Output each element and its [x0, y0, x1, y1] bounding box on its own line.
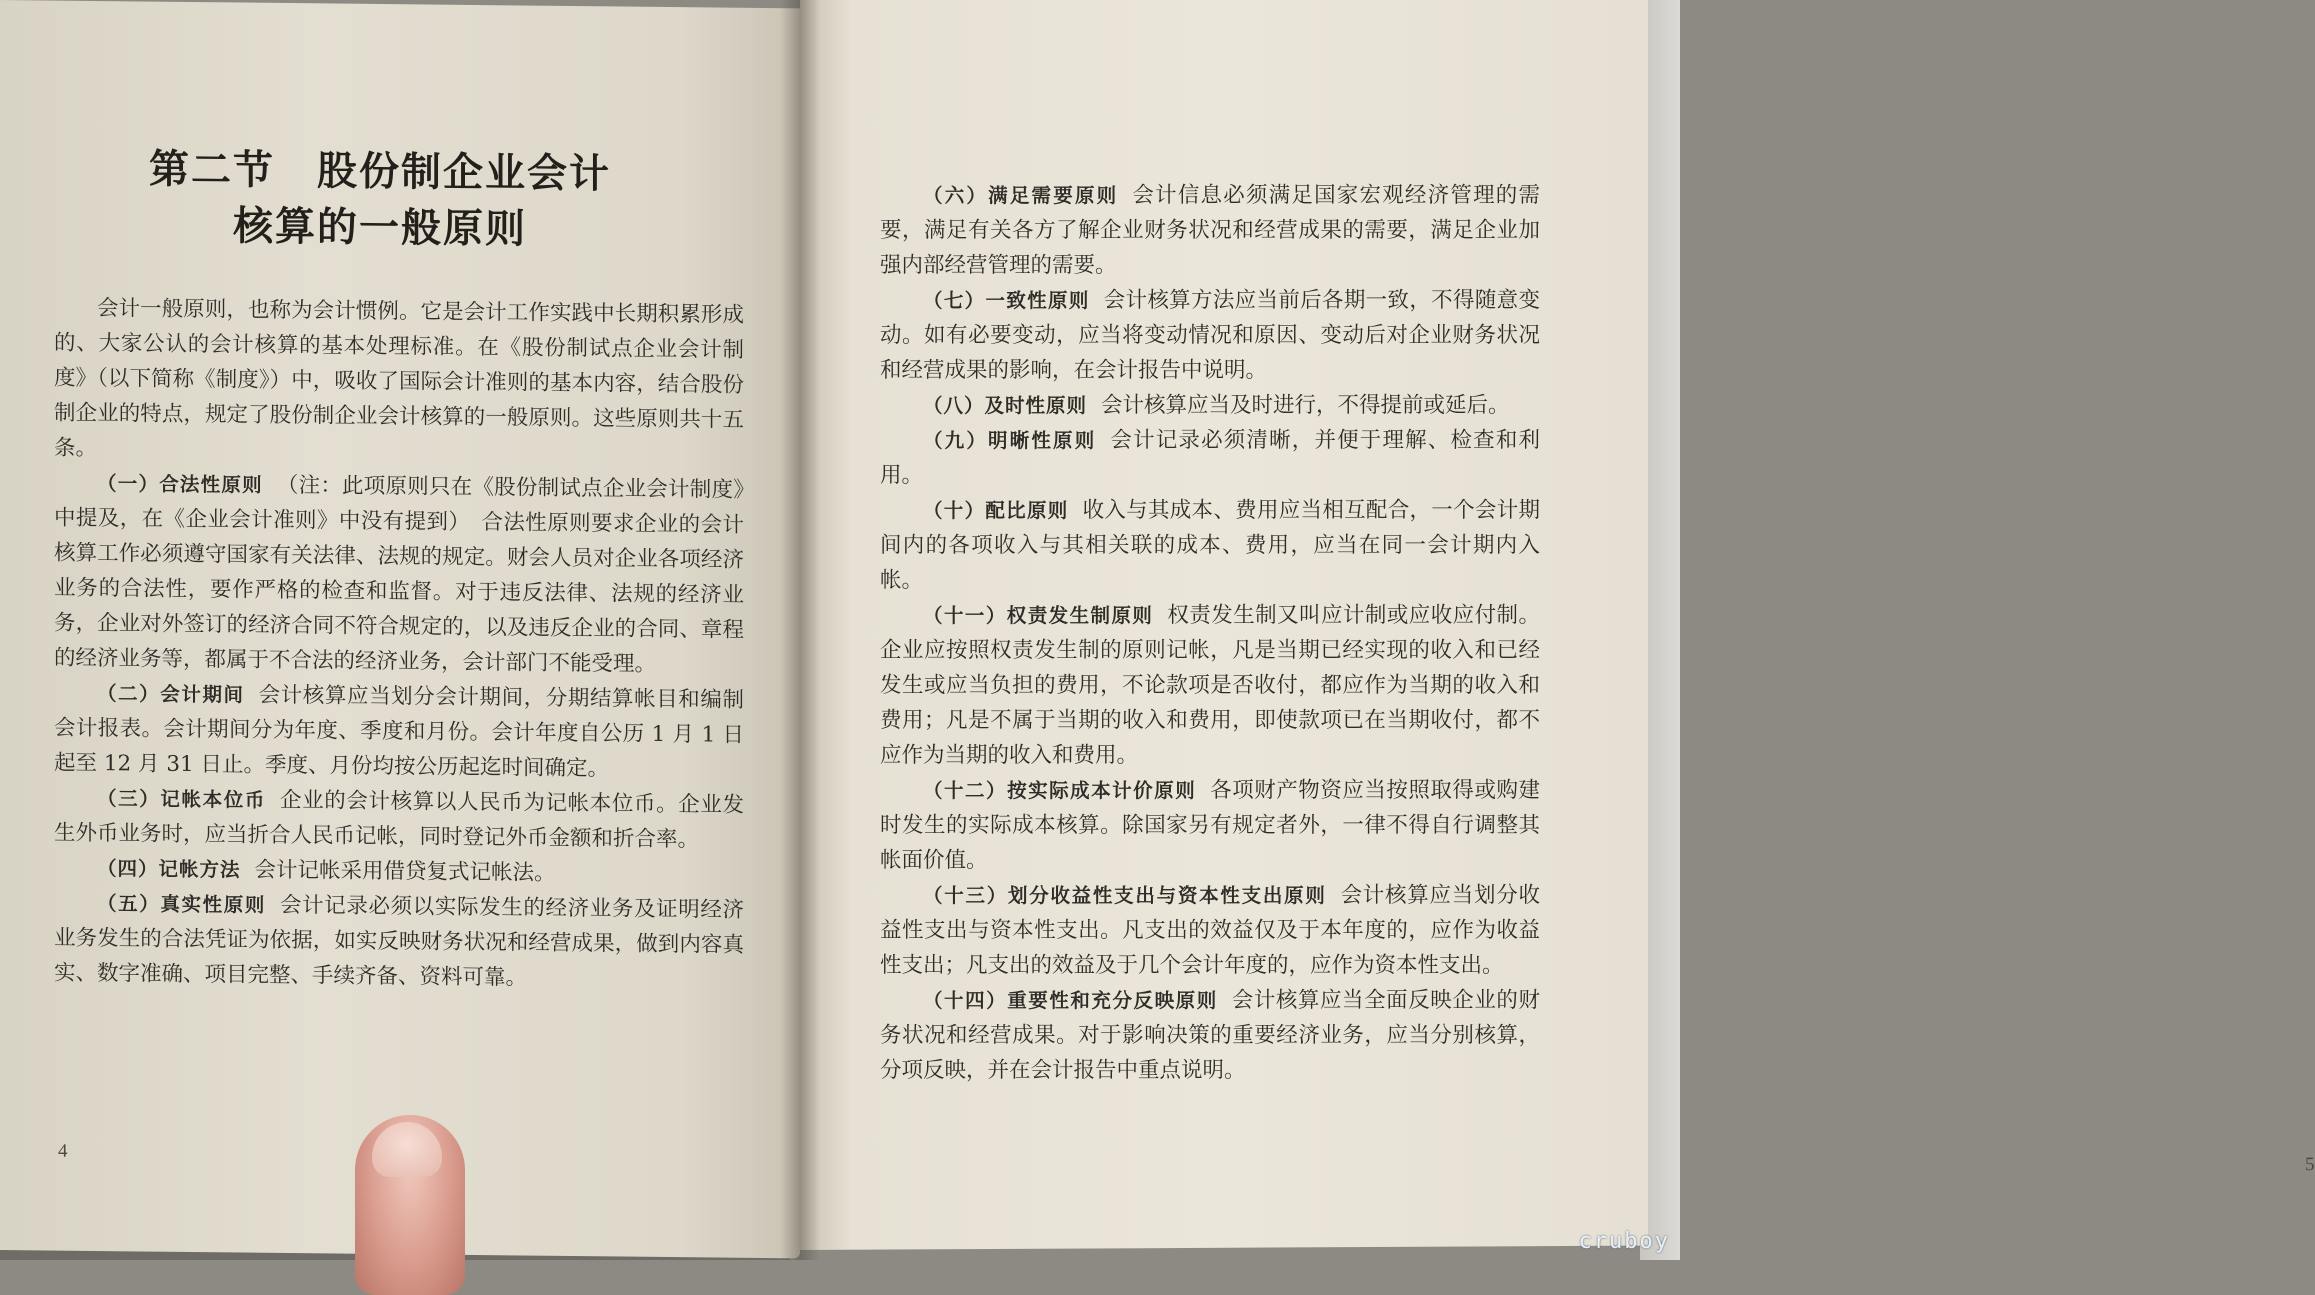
- item-text: 企业的会计核算以人民币为记帐本位币。企业发生外币业务时，应当折合人民币记帐，同时登记外币金额和折合率。: [54, 787, 744, 853]
- paragraph-item-1: [54, 466, 744, 683]
- paragraph-item-9: [880, 423, 1540, 493]
- paragraph-item-6: [880, 178, 1540, 283]
- paragraph-item-5: [54, 886, 744, 998]
- book-gutter-shadow: [780, 0, 820, 1260]
- item-heading: （三）记帐本位币: [97, 787, 266, 812]
- item-text: 会计核算应当全面反映企业的财务状况和经营成果。对于影响决策的重要经济业务，应当分别核算，分项反映，并在会计报告中重点说明。: [880, 988, 1540, 1083]
- item-text: 各项财产物资应当按照取得或购建时发生的实际成本核算。除国家另有规定者外，一律不得自行调整其帐面价值。: [880, 778, 1540, 873]
- item-text: 收入与其成本、费用应当相互配合，一个会计期间内的各项收入与其相关联的成本、费用，应当在同一会计期内入帐。: [880, 498, 1540, 593]
- item-text: 会计记录必须清晰，并便于理解、检查和利用。: [880, 428, 1540, 488]
- item-text: 会计核算应当划分收益性支出与资本性支出。凡支出的效益仅及于本年度的，应作为收益性支出；凡支出的效益及于几个会计年度的，应作为资本性支出。: [880, 883, 1540, 978]
- item-text: 会计核算应当划分会计期间，分期结算帐目和编制会计报表。会计期间分为年度、季度和月份。会计年度自公历 1 月 1 日起至 12 月 31 日止。季度、月份均按公历起迄时间确定。: [54, 682, 744, 782]
- item-heading: （六）满足需要原则: [923, 184, 1119, 207]
- paragraph-item-13: [880, 878, 1540, 983]
- item-heading: （十一）权责发生制原则: [923, 604, 1154, 627]
- item-heading: （十三）划分收益性支出与资本性支出原则: [923, 884, 1327, 907]
- paragraph-item-3: [54, 781, 744, 858]
- section-title-line2: 核算的一般原则: [233, 202, 527, 253]
- section-title: [60, 141, 700, 260]
- page-number-right: 5: [2305, 1154, 2315, 1176]
- paragraph-item-7: [880, 283, 1540, 388]
- item-text: （注：此项原则只在《股份制试点企业会计制度》中提及，在《企业会计准则》中没有提到） 合法性原则要求企业的会计核算工作必须遵守国家有关法律、法规的规定。财会人员对企业各项经济业务的合法性，要作严格的检查和监督。对于违反法律、法规的经济业务，企业对外签订的经济合同不符合规定的，以及违反企业的合同、章程的经济业务等，都属于不合法的经济业务，会计部门不能受理。: [54, 472, 744, 677]
- paragraph-item-14: [880, 983, 1540, 1088]
- paragraph-item-12: [880, 773, 1540, 878]
- item-heading: （五）真实性原则: [97, 892, 266, 917]
- item-heading: （十二）按实际成本计价原则: [923, 779, 1197, 802]
- item-text: 会计记帐采用借贷复式记帐法。: [254, 857, 556, 886]
- paragraph-item-8: [880, 388, 1540, 423]
- left-page: [0, 0, 800, 1258]
- item-heading: （二）会计期间: [97, 682, 245, 707]
- paragraph-item-2: [54, 676, 744, 788]
- watermark: cruboy: [1578, 1229, 1670, 1254]
- paragraph-item-10: [880, 493, 1540, 598]
- item-text: 会计记录必须以实际发生的经济业务及证明经济业务发生的合法凭证为依据，如实反映财务状况和经营成果，做到内容真实、数字准确、项目完整、手续齐备、资料可靠。: [54, 892, 744, 991]
- section-title-line1: 第二节 股份制企业会计: [149, 145, 611, 198]
- intro-paragraph: 会计一般原则，也称为会计惯例。它是会计工作实践中长期积累形成的、大家公认的会计核算的基本处理标准。在《股份制试点企业会计制度》（以下简称《制度》）中，吸收了国际会计准则的基本内容，结合股份制企业的特点，规定了股份制企业会计核算的一般原则。这些原则共十五条。: [54, 296, 744, 462]
- item-heading: （十四）重要性和充分反映原则: [923, 989, 1218, 1012]
- right-body-text: [880, 178, 1540, 1088]
- left-body-text: [54, 291, 744, 998]
- page-number-left: 4: [58, 1140, 68, 1162]
- paragraph-item-11: [880, 598, 1540, 773]
- item-text: 会计核算方法应当前后各期一致，不得随意变动。如有必要变动，应当将变动情况和原因、变动后对企业财务状况和经营成果的影响，在会计报告中说明。: [880, 288, 1540, 383]
- item-heading: （一）合法性原则: [97, 472, 263, 497]
- item-heading: （八）及时性原则: [923, 394, 1088, 417]
- item-heading: （十）配比原则: [923, 499, 1069, 522]
- item-text: 权责发生制又叫应计制或应收应付制。企业应按照权责发生制的原则记帐，凡是当期已经实现的收入和已经发生或应当负担的费用，不论款项是否收付，都应作为当期的收入和费用；凡是不属于当期的收入和费用，即使款项已在当期收付，都不应作为当期的收入和费用。: [880, 603, 1540, 768]
- item-text: 会计核算应当及时进行，不得提前或延后。: [1101, 393, 1510, 418]
- item-text: 会计信息必须满足国家宏观经济管理的需要，满足有关各方了解企业财务状况和经营成果的需要，满足企业加强内部经营管理的需要。: [880, 183, 1540, 278]
- item-heading: （七）一致性原则: [923, 289, 1090, 312]
- item-heading: （四）记帐方法: [97, 857, 241, 882]
- item-heading: （九）明晰性原则: [923, 429, 1097, 452]
